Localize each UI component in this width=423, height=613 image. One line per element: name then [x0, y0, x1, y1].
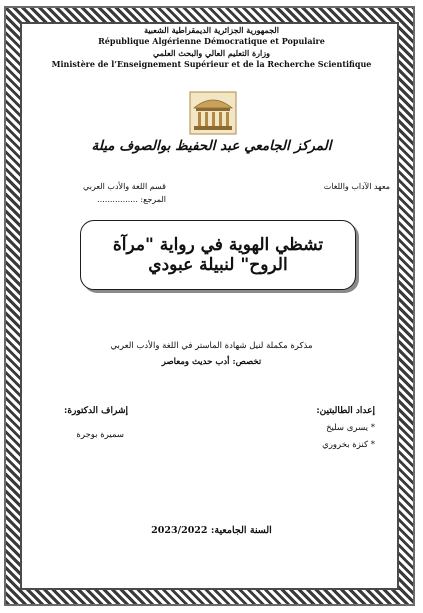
university-name: المركز الجامعي عبد الحفيظ بوالصوف ميلة	[91, 138, 332, 154]
republic-french: République Algérienne Démocratique et Populaire	[98, 36, 325, 46]
student-name: * كنزة بخروري	[322, 440, 375, 450]
university-logo-icon	[188, 90, 238, 136]
thesis-specialty: تخصص: أدب حديث ومعاصر	[161, 357, 262, 367]
prepared-by-label: إعداد الطالبتين:	[316, 406, 375, 416]
department-label: قسم اللغة والأدب العربي	[83, 182, 166, 191]
ministry-arabic: وزارة التعليم العالي والبحث العلمي	[153, 48, 270, 58]
republic-arabic: الجمهورية الجزائرية الديمقراطية الشعبية	[144, 25, 279, 35]
student-name: * يسرى سليخ	[326, 423, 375, 433]
reference-label: المرجع: ................	[97, 195, 166, 204]
institute-label: معهد الآداب واللغات	[323, 182, 390, 191]
supervisor-name: سميرة بوجرة	[76, 430, 124, 440]
thesis-title-box	[80, 220, 356, 290]
academic-year: السنة الجامعية: 2023/2022	[151, 525, 272, 536]
ministry-french: Ministère de l’Enseignement Supérieur et de la Recherche Scientifique	[51, 59, 372, 69]
thesis-note: مذكرة مكملة لنيل شهادة الماستر في اللغة والأدب العربي	[110, 341, 313, 351]
thesis-title: تشظي الهوية في رواية "مرآة الروح" لنبيلة عبودي	[112, 235, 324, 275]
supervision-label: إشراف الدكتورة:	[64, 406, 128, 416]
